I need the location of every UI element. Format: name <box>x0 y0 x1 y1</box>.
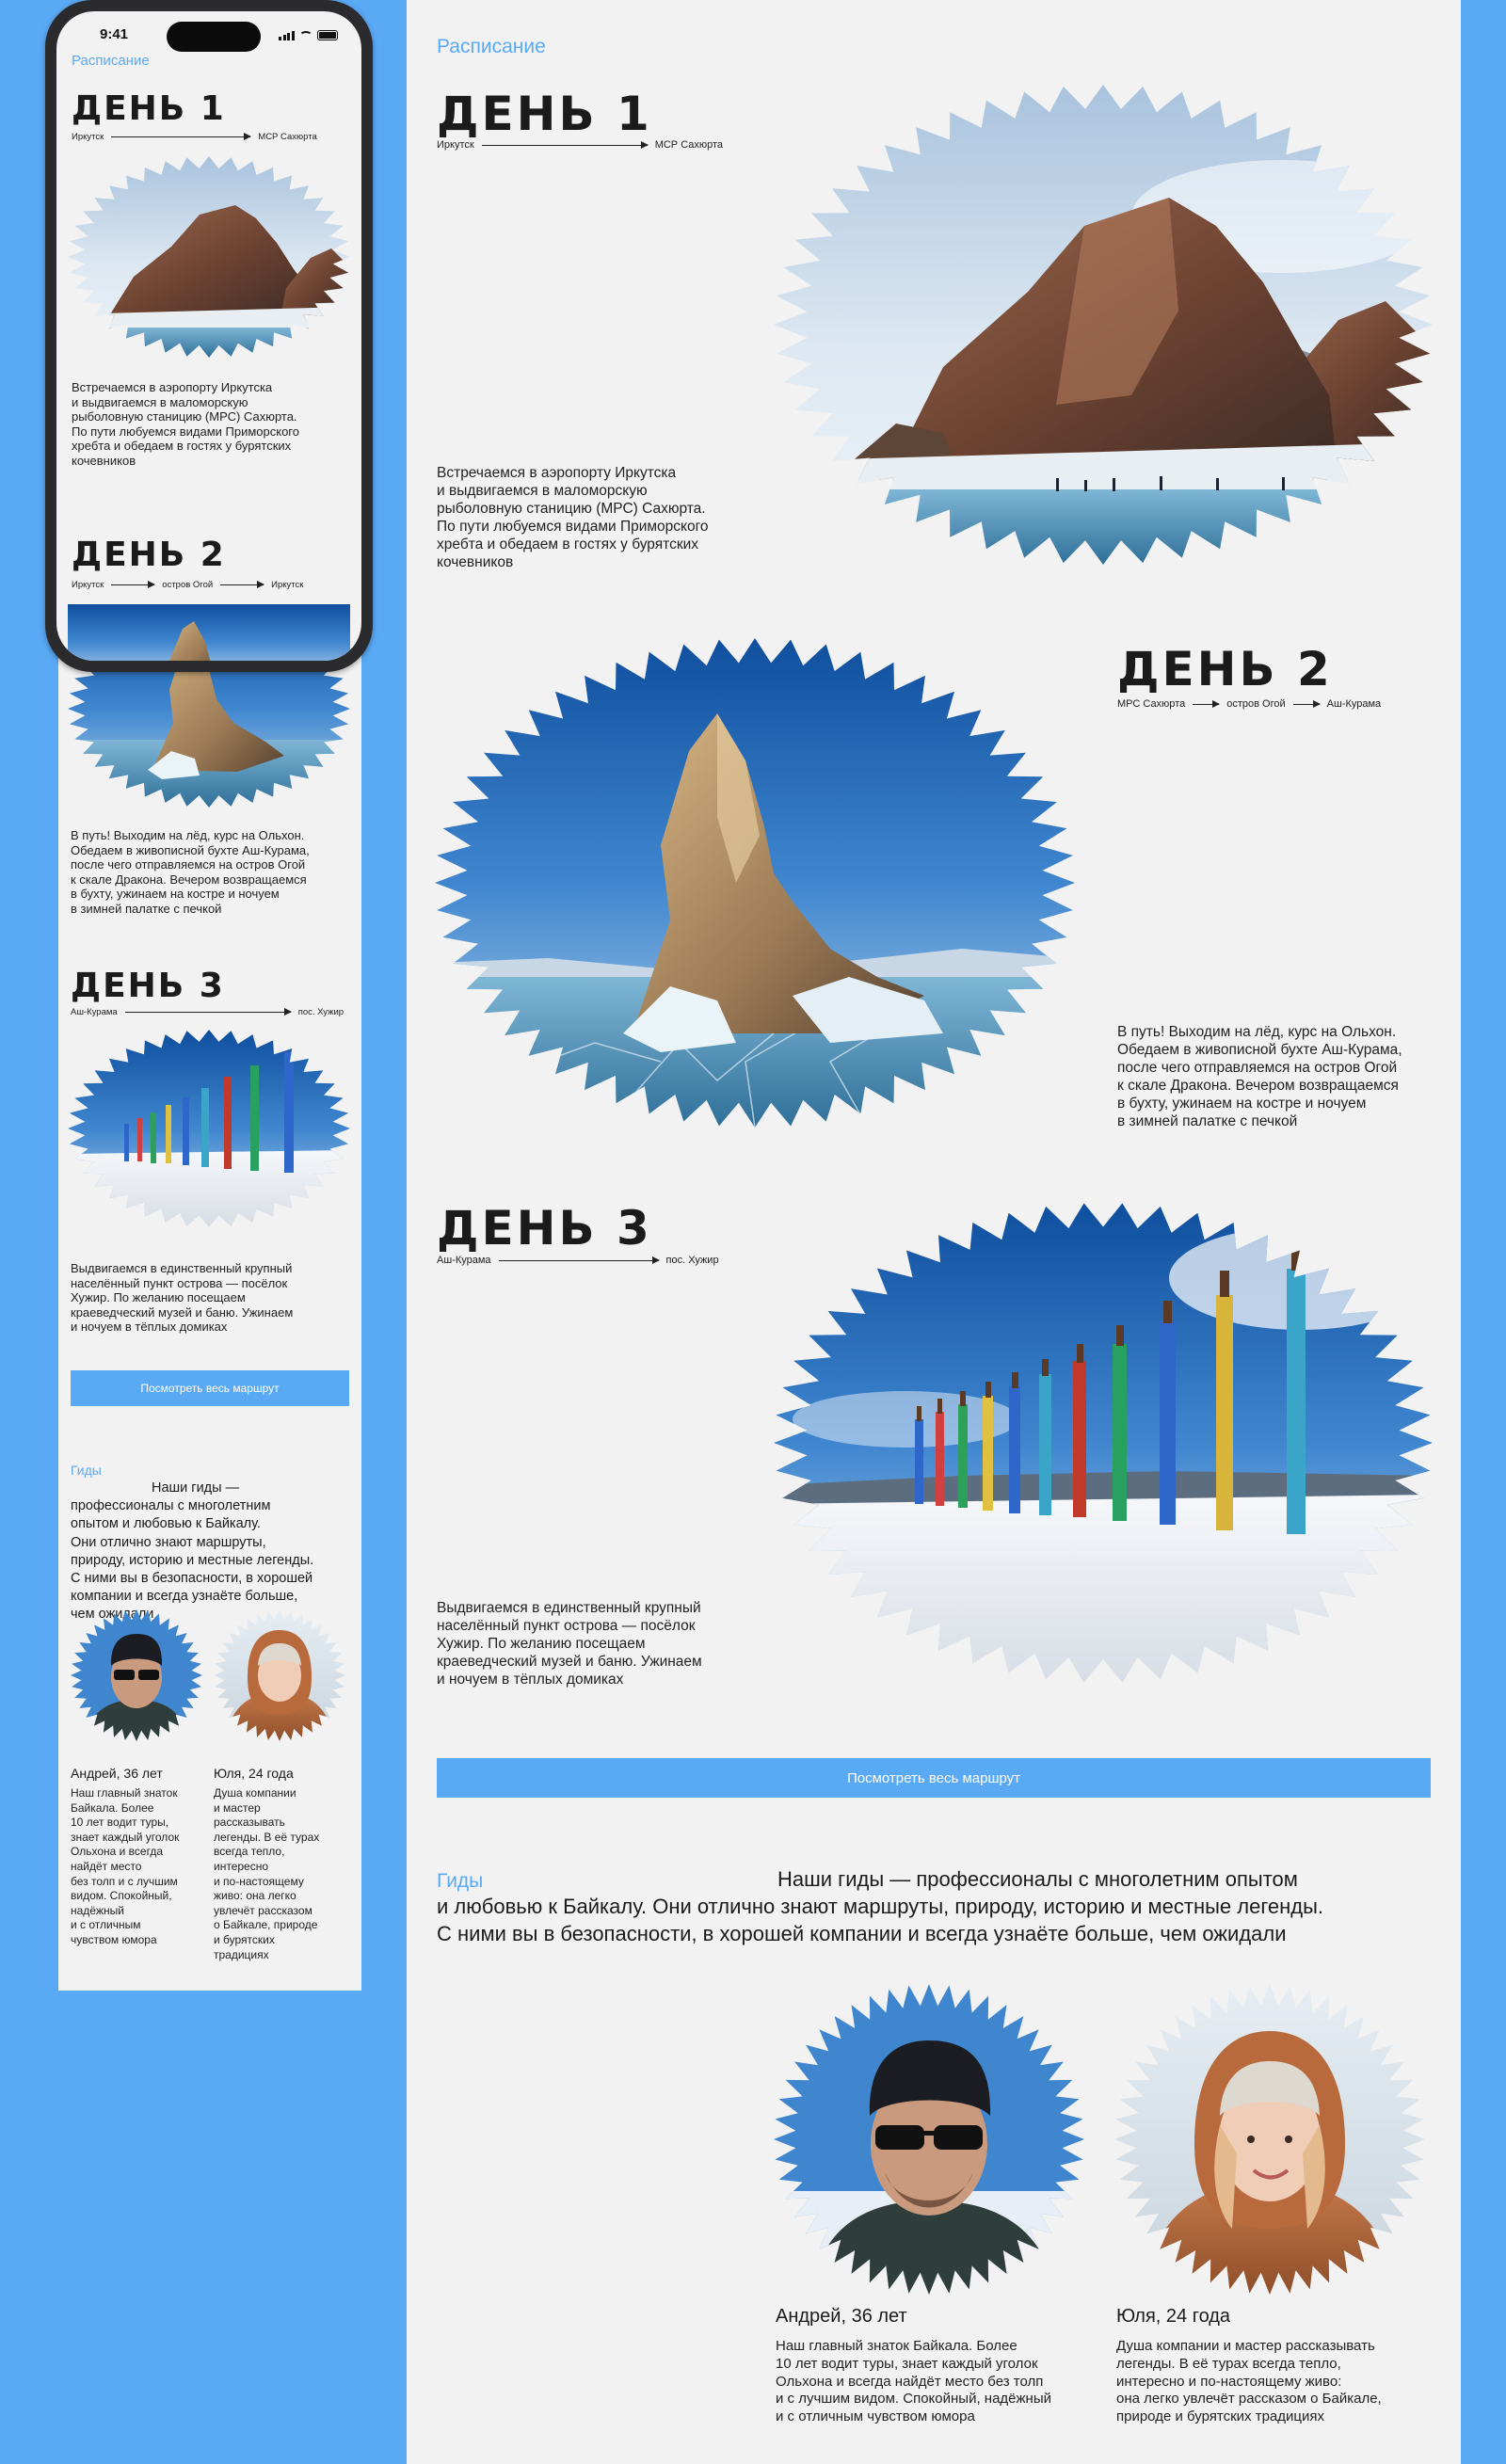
wifi-icon <box>299 31 312 40</box>
day-3-description-mobile: Выдвигаемся в единственный крупный населённый пункт острова — посёлок Хужир. По желанию посещаем краеведческий музей и баню. Ужинаем и ночуем в тёплых домиках <box>71 1261 294 1335</box>
prayer-poles-photo <box>774 1203 1433 1683</box>
day-2-description-mobile: В путь! Выходим на лёд, курс на Ольхон. Обедаем в живописной бухте Аш-Курама, после чего отправляемся на остров Огой к скале Дракона. Вечером возвращаемся в бухту, ужинаем на костре и ночуем в зимней палатке с печкой <box>71 828 310 916</box>
rock-cliff-photo <box>774 85 1433 565</box>
phone-mockup <box>45 0 373 672</box>
guide-yulia-photo <box>1114 1984 1425 2295</box>
guide-andrey-photo-mobile <box>71 1609 202 1741</box>
day-1-description: Встречаемся в аэропорту Иркутска и выдвигаемся в маломорскую рыболовную станицию (МРС) Сахюрта. По пути любуемся видами Приморского хребта и обедаем в гостях у бурятских кочевников <box>437 465 709 570</box>
guide-yulia-description-mobile: Душа компании и мастер рассказывать легенды. В её турах всегда тепло, интересно и по-настоящему живо: она легко увлечёт рассказом о Байкале, природе и бурятских традициях <box>214 1786 320 1961</box>
day-2-route <box>1117 698 1381 710</box>
status-bar-time: 9:41 <box>100 26 129 42</box>
day-3-route-mobile <box>71 1007 344 1017</box>
day-1-title: ДЕНЬ 1 <box>437 87 652 141</box>
guide-andrey-name: Андрей, 36 лет <box>776 2306 907 2327</box>
route-stop: остров Огой <box>162 580 214 590</box>
day-1-description-mobile: Встречаемся в аэропорту Иркутска и выдвигаемся в маломорскую рыболовную станицию (МРС) Сахюрта. По пути любуемся видами Приморского хребта и обедаем в гостях у бурятских кочевников <box>72 380 299 468</box>
route-arrow-icon <box>1293 704 1320 705</box>
route-arrow-icon <box>1193 704 1219 705</box>
guide-yulia-description: Душа компании и мастер рассказывать легенды. В её турах всегда тепло, интересно и по-настоящему живо: она легко увлечёт рассказом о Байкале, природе и бурятских традициях <box>1116 2338 1382 2424</box>
route-start: Иркутск <box>437 139 474 151</box>
route-start: Иркутск <box>72 132 104 142</box>
route-arrow-icon <box>499 1260 659 1261</box>
status-icons <box>279 30 338 40</box>
route-arrow-icon <box>482 145 648 146</box>
day-2-route-mobile <box>72 580 303 590</box>
route-start: Аш-Курама <box>437 1255 491 1266</box>
guides-intro-text-mobile <box>71 1462 353 1624</box>
guide-yulia-photo-mobile <box>214 1609 345 1741</box>
section-label-schedule: Расписание <box>437 36 546 57</box>
view-full-route-button-mobile[interactable]: Посмотреть весь маршрут <box>71 1370 349 1406</box>
route-start: МРС Сахюрта <box>1117 698 1186 710</box>
day-2-title: ДЕНЬ 2 <box>1117 642 1333 696</box>
route-arrow-icon <box>220 584 264 585</box>
guides-intro-text: Наши гиды — профессионалы с многолетним опытом и любовью к Байкалу. Они отлично знают маршруты, природу, историю и местные легенды. С ними вы в безопасности, в хорошей компании и всегда узнаёте больше, чем ожидали <box>437 1867 1324 1946</box>
route-stop: остров Огой <box>1226 698 1286 710</box>
section-label-schedule-mobile: Расписание <box>72 53 150 69</box>
guide-andrey-description-mobile: Наш главный знаток Байкала. Более 10 лет водит туры, знает каждый уголок Ольхона и всегда найдёт место без толп и с лучшим видом. Спокойный, надёжный и с отличным чувством юмора <box>71 1786 180 1946</box>
route-end: МСР Сахюрта <box>258 132 317 142</box>
guide-yulia-name-mobile: Юля, 24 года <box>214 1766 294 1781</box>
day-3-description: Выдвигаемся в единственный крупный населённый пункт острова — посёлок Хужир. По желанию посещаем краеведческий музей и баню. Ужинаем и ночуем в тёплых домиках <box>437 1600 702 1688</box>
dragon-rock-photo-peek <box>68 604 350 661</box>
mobile-page-continued <box>58 602 361 1991</box>
dynamic-island <box>167 22 261 52</box>
day-3-title-mobile: ДЕНЬ 3 <box>71 967 225 1005</box>
section-label-guides-mobile: Гиды <box>71 1463 102 1478</box>
guide-andrey-photo <box>774 1984 1084 2295</box>
desktop-page <box>407 0 1461 2464</box>
day-2-title-mobile: ДЕНЬ 2 <box>72 536 226 574</box>
view-full-route-button[interactable]: Посмотреть весь маршрут <box>437 1758 1431 1798</box>
day-1-route-mobile <box>72 132 317 142</box>
guide-andrey-description: Наш главный знаток Байкала. Более 10 лет водит туры, знает каждый уголок Ольхона и всегда найдёт место без толп и с лучшим видом. Спокойный, надёжный и с отличным чувством юмора <box>776 2338 1051 2424</box>
day-3-title: ДЕНЬ 3 <box>437 1201 652 1256</box>
day-2-description: В путь! Выходим на лёд, курс на Ольхон. Обедаем в живописной бухте Аш-Курама, после чего отправляемся на остров Огой к скале Дракона. Вечером возвращаемся в бухту, ужинаем на костре и ночуем в зимней палатке с печкой <box>1117 1024 1402 1129</box>
guide-yulia-name: Юля, 24 года <box>1116 2306 1231 2327</box>
route-arrow-icon <box>125 1012 291 1013</box>
rock-cliff-photo-mobile <box>68 156 350 358</box>
day-1-route <box>437 139 723 151</box>
phone-screen <box>56 11 361 661</box>
route-start: Иркутск <box>72 580 104 590</box>
route-end: пос. Хужир <box>665 1255 719 1266</box>
guides-intro-body: Наши гиды — профессионалы с многолетним опытом и любовью к Байкалу. Они отлично знают маршруты, природу, историю и местные легенды. С ними вы в безопасности, в хорошей компании и всегда узнаёте больше, чем <box>71 1480 314 1622</box>
route-arrow-icon <box>111 136 250 137</box>
route-end: пос. Хужир <box>297 1007 344 1017</box>
signal-icon <box>279 31 295 40</box>
dragon-rock-photo <box>435 638 1075 1128</box>
route-arrow-icon <box>111 584 154 585</box>
route-end: Аш-Курама <box>1326 698 1382 710</box>
route-end: Иркутск <box>271 580 304 590</box>
day-1-title-mobile: ДЕНЬ 1 <box>72 89 226 128</box>
day-3-route <box>437 1255 719 1266</box>
battery-icon <box>317 30 338 40</box>
section-label-guides: Гиды <box>437 1870 484 1892</box>
prayer-poles-photo-mobile <box>68 1030 350 1227</box>
route-start: Аш-Курама <box>71 1007 118 1017</box>
route-end: МСР Сахюрта <box>654 139 724 151</box>
guide-andrey-name-mobile: Андрей, 36 лет <box>71 1766 163 1781</box>
